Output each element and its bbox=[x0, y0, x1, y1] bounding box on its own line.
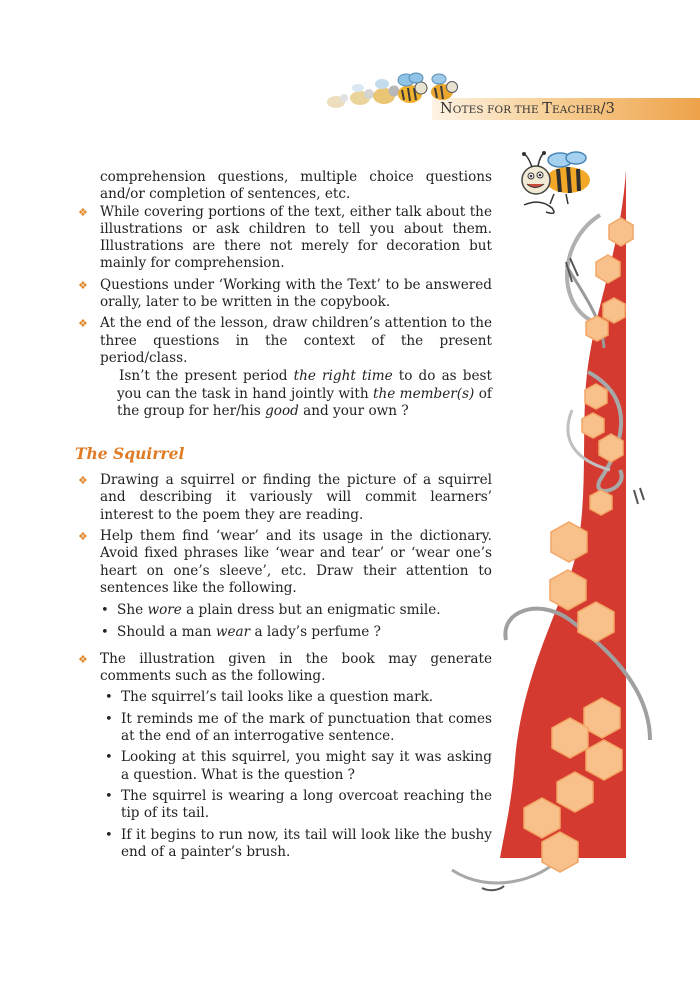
diamond-bullet-icon: ❖ bbox=[78, 278, 88, 292]
comment-text: If it begins to run now, its tail will look like the bushy end of a painter’s brush. bbox=[121, 826, 492, 860]
list-item bbox=[78, 315, 492, 367]
example-text: a plain dress but an enigmatic smile. bbox=[181, 602, 441, 619]
comment-item bbox=[105, 710, 492, 746]
example-item bbox=[101, 623, 492, 641]
diamond-bullet-icon: ❖ bbox=[78, 652, 88, 666]
list-item-text: Drawing a squirrel or finding the picture of a squirrel and describing it variously will commit learners’ interest to the poem they are reading. bbox=[100, 472, 492, 523]
question-text: to do as best you can the task in hand jointly with bbox=[117, 368, 492, 402]
comment-item bbox=[105, 787, 492, 823]
reflection-question bbox=[117, 368, 492, 420]
bullet-dot-icon: • bbox=[105, 711, 113, 727]
header-title-initial: N bbox=[440, 101, 453, 117]
example-emphasis: wear bbox=[215, 623, 251, 640]
diamond-bullet-icon: ❖ bbox=[78, 205, 88, 219]
example-item bbox=[101, 602, 492, 619]
comment-text: The squirrel is wearing a long overcoat reaching the tip of its tail. bbox=[121, 787, 492, 822]
question-emphasis: good bbox=[265, 402, 299, 419]
list-item-text: At the end of the lesson, draw children’s attention to the three questions in the context of the present period/class. bbox=[100, 315, 492, 366]
comment-text: It reminds me of the mark of punctuation that comes at the end of an interrogative sentence. bbox=[121, 710, 492, 745]
question-emphasis: the right time bbox=[293, 368, 393, 385]
bee-strip-icon bbox=[318, 66, 468, 114]
main-text-column bbox=[75, 169, 492, 865]
bullet-dot-icon: • bbox=[105, 750, 113, 766]
bullet-dot-icon: • bbox=[105, 690, 113, 706]
example-text: She bbox=[117, 602, 148, 619]
header-title-rest-2: EACHER bbox=[552, 104, 601, 116]
list-item bbox=[78, 650, 492, 686]
diamond-bullet-icon: ❖ bbox=[78, 530, 88, 544]
list-item-text: Questions under ‘Working with the Text’ to be answered orally, later to be written in the copybook. bbox=[100, 276, 492, 311]
example-emphasis: wore bbox=[147, 602, 182, 619]
comment-list bbox=[105, 689, 492, 861]
list-item bbox=[78, 528, 492, 597]
comment-item bbox=[105, 826, 492, 862]
example-list bbox=[101, 602, 492, 641]
question-text: of the group for her/his bbox=[117, 385, 492, 419]
header-title-rest: OTES FOR THE bbox=[452, 104, 543, 116]
list-item-text: Help them find ‘wear’ and its usage in the dictionary. Avoid fixed phrases like ‘wear and tear’ or ‘wear one’s heart on one’s sleeve’, etc. Draw their attention to sentences like the following. bbox=[100, 528, 492, 596]
bee-mascot-icon bbox=[510, 150, 596, 220]
bullet-dot-icon: • bbox=[101, 624, 109, 640]
example-text: Should a man bbox=[117, 623, 216, 640]
bullet-dot-icon: • bbox=[105, 788, 113, 804]
page-number: /3 bbox=[600, 101, 615, 117]
list-item-text: The illustration given in the book may generate comments such as the following. bbox=[100, 650, 492, 685]
comment-text: The squirrel’s tail looks like a question mark. bbox=[121, 689, 434, 706]
intro-paragraph: comprehension questions, multiple choice questions and/or completion of sentences, etc. bbox=[100, 169, 492, 203]
bullet-dot-icon: • bbox=[105, 827, 113, 843]
list-item bbox=[78, 276, 492, 312]
example-text: a lady’s perfume ? bbox=[250, 623, 381, 640]
list-item bbox=[78, 472, 492, 524]
bullet-dot-icon: • bbox=[101, 603, 109, 619]
diamond-bullet-icon: ❖ bbox=[78, 474, 88, 488]
diamond-bullet-icon: ❖ bbox=[78, 317, 88, 331]
question-text: Isn’t the present period bbox=[119, 368, 294, 385]
comment-item bbox=[105, 749, 492, 784]
comment-item bbox=[105, 689, 492, 706]
question-text: and your own ? bbox=[298, 402, 409, 419]
list-item bbox=[78, 203, 492, 273]
question-emphasis: the member(s) bbox=[373, 385, 475, 402]
header-title-initial-2: T bbox=[542, 101, 552, 117]
list-item-text: While covering portions of the text, either talk about the illustrations or ask children to tell you about them. Illustrations are there not merely for decoration but mainly for comprehension. bbox=[100, 203, 492, 272]
comment-text: Looking at this squirrel, you might say it was asking a question. What is the question ? bbox=[121, 749, 492, 783]
section-title: The Squirrel bbox=[75, 444, 185, 464]
